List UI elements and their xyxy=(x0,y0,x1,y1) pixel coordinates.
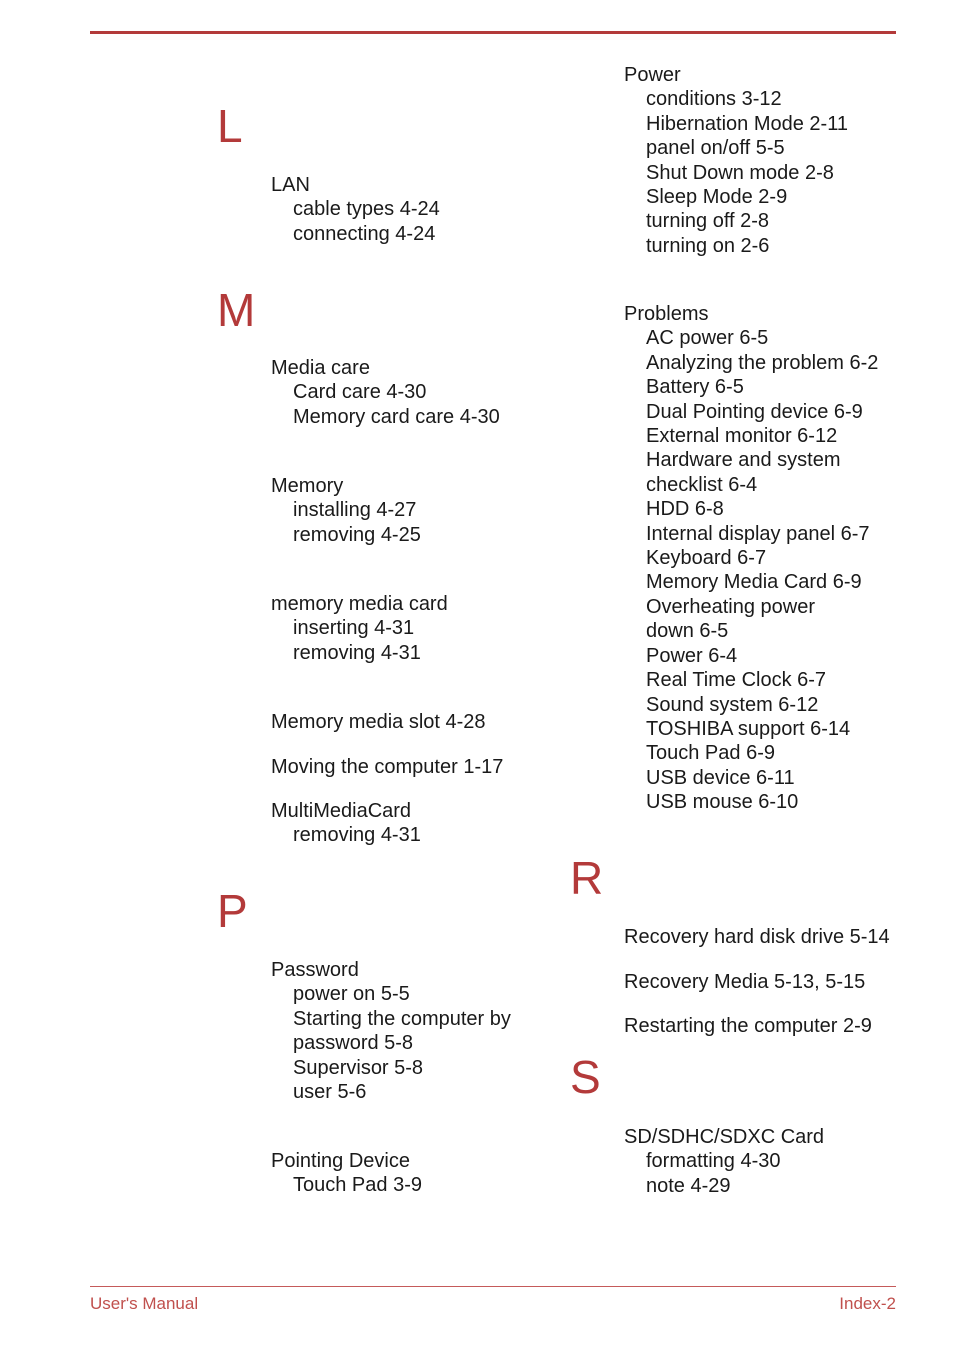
index-subterm: removing 4-25 xyxy=(293,523,421,546)
index-subterm: External monitor 6-12 xyxy=(646,425,838,448)
index-term: LAN xyxy=(271,174,310,196)
index-subterm: Hardware and system xyxy=(646,449,841,472)
index-subterm: user 5-6 xyxy=(293,1081,367,1104)
index-subterm: installing 4-27 xyxy=(293,499,417,522)
index-subterm: Memory Media Card 6-9 xyxy=(646,571,862,594)
index-subterm: note 4-29 xyxy=(646,1174,731,1197)
index-subterm: AC power 6-5 xyxy=(646,327,769,350)
index-term: MultiMediaCard xyxy=(271,800,412,822)
index-term: Memory xyxy=(271,475,344,497)
index-entry-sd-card xyxy=(624,1125,824,1198)
index-entry-restarting xyxy=(624,1014,872,1038)
index-subterm: Supervisor 5-8 xyxy=(293,1056,424,1079)
index-subterm: Touch Pad 3-9 xyxy=(293,1174,422,1197)
index-subterm: Memory card care 4-30 xyxy=(293,405,500,428)
index-subterm: turning off 2-8 xyxy=(646,210,770,233)
index-subterm: Sleep Mode 2-9 xyxy=(646,186,788,209)
index-subterm: password 5-8 xyxy=(293,1032,414,1055)
section-letter-l: L xyxy=(217,100,243,152)
index-term: Media care xyxy=(271,357,370,379)
index-subterm: panel on/off 5-5 xyxy=(646,137,785,160)
index-term: Power xyxy=(624,64,681,86)
index-subterm: Real Time Clock 6-7 xyxy=(646,669,827,692)
index-subterm: down 6-5 xyxy=(646,620,729,643)
index-term: Moving the computer 1-17 xyxy=(271,756,504,778)
index-subterm: Overheating power xyxy=(646,595,815,618)
index-term: Memory media slot 4-28 xyxy=(271,711,486,733)
footer-page-number: Index-2 xyxy=(839,1294,896,1313)
index-entry-memory-media-slot xyxy=(271,710,486,734)
index-entry-recovery-hdd xyxy=(624,925,890,949)
index-subterm: Battery 6-5 xyxy=(646,376,744,399)
index-term: Pointing Device xyxy=(271,1150,410,1172)
index-subterm: power on 5-5 xyxy=(293,983,410,1006)
index-subterm: Dual Pointing device 6-9 xyxy=(646,400,863,423)
section-letter-m: M xyxy=(217,284,256,336)
index-subterm: HDD 6-8 xyxy=(646,498,724,521)
section-letter-p: P xyxy=(217,885,248,937)
section-letter-s: S xyxy=(570,1051,601,1103)
index-subterm: removing 4-31 xyxy=(293,824,421,847)
index-entry-recovery-media xyxy=(624,970,865,994)
index-subterm: Power 6-4 xyxy=(646,644,738,667)
index-subterm: conditions 3-12 xyxy=(646,88,782,111)
index-subterm: Analyzing the problem 6-2 xyxy=(646,351,879,374)
index-subterm: Internal display panel 6-7 xyxy=(646,522,870,545)
index-subterm: Hibernation Mode 2-11 xyxy=(646,112,848,135)
index-entry-password xyxy=(271,958,511,1104)
footer-rule xyxy=(90,1286,896,1287)
index-subterm: USB mouse 6-10 xyxy=(646,791,799,814)
index-subterm: turning on 2-6 xyxy=(646,234,770,257)
index-subterm: checklist 6-4 xyxy=(646,473,758,496)
index-subterm: inserting 4-31 xyxy=(293,617,415,640)
index-term: Recovery hard disk drive 5-14 xyxy=(624,926,890,948)
index-subterm: USB device 6-11 xyxy=(646,766,795,789)
index-subterm: formatting 4-30 xyxy=(646,1150,781,1173)
index-term: Recovery Media 5-13, 5-15 xyxy=(624,971,866,993)
index-entry-pointing-device xyxy=(271,1149,422,1198)
index-subterm: connecting 4-24 xyxy=(293,222,436,245)
index-term: Restarting the computer 2-9 xyxy=(624,1015,872,1037)
index-entry-memory xyxy=(271,474,421,547)
index-subterm: TOSHIBA support 6-14 xyxy=(646,717,851,740)
index-entry-problems xyxy=(624,302,878,815)
index-subterm: Card care 4-30 xyxy=(293,381,427,404)
index-entry-multimediacard xyxy=(271,799,421,848)
index-entry-power xyxy=(624,63,848,258)
index-entry-lan xyxy=(271,173,440,246)
index-subterm: Keyboard 6-7 xyxy=(646,547,767,570)
index-term: Password xyxy=(271,959,359,981)
index-term: SD/SDHC/SDXC Card xyxy=(624,1126,825,1148)
index-subterm: Touch Pad 6-9 xyxy=(646,742,775,765)
header-rule xyxy=(90,31,896,34)
index-subterm: cable types 4-24 xyxy=(293,198,440,221)
index-subterm: Shut Down mode 2-8 xyxy=(646,161,834,184)
index-subterm: removing 4-31 xyxy=(293,641,421,664)
index-subterm: Sound system 6-12 xyxy=(646,693,819,716)
section-letter-r: R xyxy=(570,852,604,904)
index-subterm: Starting the computer by xyxy=(293,1007,511,1030)
index-entry-moving-computer xyxy=(271,755,503,779)
index-term: Problems xyxy=(624,303,709,325)
footer-manual-title: User's Manual xyxy=(90,1294,199,1313)
index-term: memory media card xyxy=(271,593,448,615)
index-entry-memory-media-card xyxy=(271,592,448,665)
index-entry-media-care xyxy=(271,356,500,429)
